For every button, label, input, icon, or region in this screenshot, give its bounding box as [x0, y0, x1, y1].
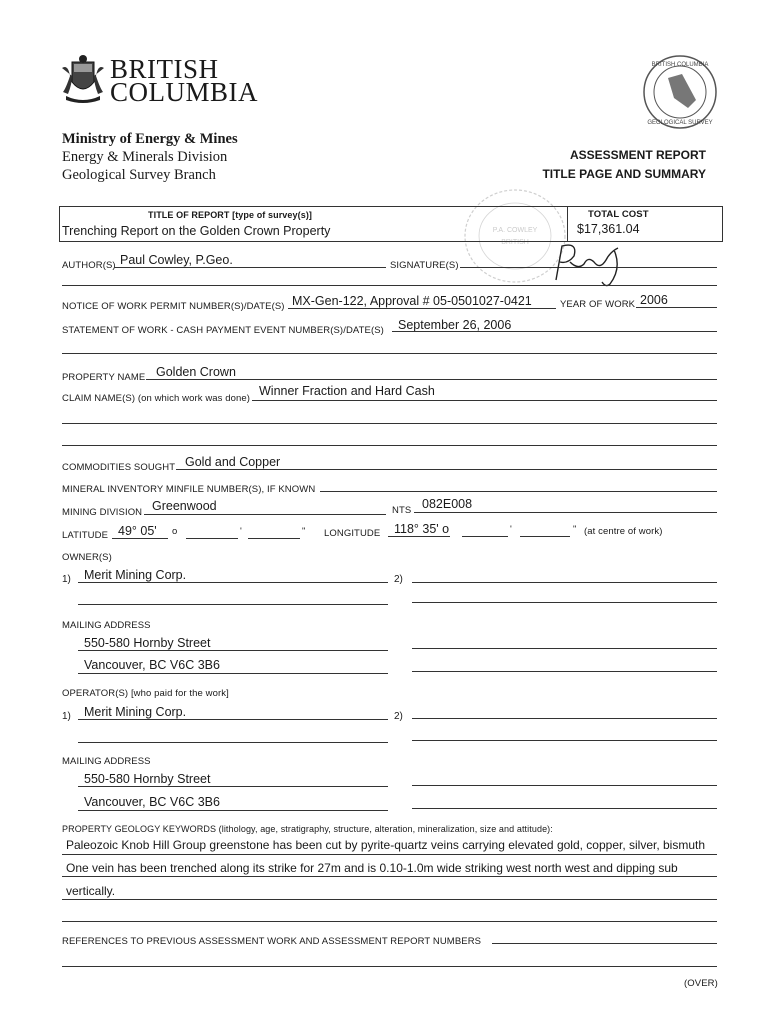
- longitude-min-mark: ': [510, 524, 512, 535]
- latitude-deg-underline: [112, 538, 168, 539]
- operators-address-underline-2: [78, 810, 388, 811]
- longitude-sec-mark: ": [573, 524, 577, 535]
- references-underline: [492, 943, 717, 944]
- nts-label: NTS: [392, 505, 412, 516]
- latitude-value[interactable]: 49° 05': [118, 524, 157, 538]
- branch-name: Geological Survey Branch: [62, 167, 216, 183]
- permit-label: NOTICE OF WORK PERMIT NUMBER(S)/DATE(S): [62, 301, 285, 312]
- owners-address-line-2[interactable]: Vancouver, BC V6C 3B6: [84, 658, 220, 672]
- operator-2-number: 2): [394, 711, 403, 722]
- statement-underline: [392, 331, 717, 332]
- owner-1-value[interactable]: Merit Mining Corp.: [84, 568, 187, 582]
- operators-address-underline-2-right: [412, 808, 717, 809]
- owners-address-underline-2-right: [412, 671, 717, 672]
- svg-text:P.A. COWLEY: P.A. COWLEY: [492, 227, 538, 234]
- claims-extra-line-1: [62, 423, 717, 424]
- longitude-label: LONGITUDE: [324, 528, 381, 539]
- nts-value[interactable]: 082E008: [422, 497, 473, 511]
- year-underline: [636, 307, 717, 308]
- operators-address-line-1[interactable]: 550-580 Hornby Street: [84, 772, 211, 786]
- owners-address-underline-1: [78, 650, 388, 651]
- year-value[interactable]: 2006: [640, 293, 668, 307]
- svg-text:GEOLOGICAL SURVEY: GEOLOGICAL SURVEY: [647, 120, 713, 126]
- ministry-name: Ministry of Energy & Mines: [62, 131, 238, 147]
- latitude-min-mark: ': [240, 526, 242, 537]
- operator-2-extra-line: [412, 740, 717, 741]
- signature-label: SIGNATURE(S): [390, 260, 459, 271]
- owner-2-underline: [412, 582, 717, 583]
- longitude-min-underline: [462, 536, 508, 537]
- author-underline: [114, 267, 386, 268]
- bc-coat-of-arms-icon: [60, 54, 106, 104]
- report-heading: [542, 146, 706, 184]
- cost-value[interactable]: $17,361.04: [577, 222, 640, 236]
- geology-label: PROPERTY GEOLOGY KEYWORDS (lithology, age, stratigraphy, structure, alteration, mineralization, size and attitude):: [62, 824, 553, 834]
- references-label: REFERENCES TO PREVIOUS ASSESSMENT WORK AND ASSESSMENT REPORT NUMBERS: [62, 936, 482, 947]
- latitude-deg-mark: o: [172, 526, 178, 537]
- operators-address-label: MAILING ADDRESS: [62, 756, 151, 767]
- signature-drawing: [548, 240, 628, 290]
- permit-value[interactable]: MX-Gen-122, Approval # 05-0501027-0421: [292, 294, 532, 308]
- property-value[interactable]: Golden Crown: [156, 365, 236, 379]
- owner-1-extra-line: [78, 604, 388, 605]
- property-underline: [146, 379, 717, 380]
- owners-label: OWNER(S): [62, 552, 112, 563]
- minfile-underline: [320, 491, 717, 492]
- longitude-deg-underline: [388, 536, 450, 537]
- report-type-line-2: TITLE PAGE AND SUMMARY: [542, 167, 706, 181]
- owners-address-label: MAILING ADDRESS: [62, 620, 151, 631]
- operators-address-underline-1: [78, 786, 388, 787]
- latitude-sec-underline: [248, 538, 300, 539]
- year-label: YEAR OF WORK: [560, 299, 636, 310]
- claims-label: CLAIM NAME(S) (on which work was done): [62, 393, 251, 404]
- operators-label: OPERATOR(S) [who paid for the work]: [62, 688, 229, 699]
- geology-underline-2: [62, 876, 717, 877]
- operator-2-underline: [412, 718, 717, 719]
- geology-underline-3: [62, 899, 717, 900]
- geology-line-3[interactable]: vertically.: [66, 884, 116, 898]
- claims-underline: [252, 400, 717, 401]
- mining-division-value[interactable]: Greenwood: [152, 499, 217, 513]
- operators-address-line-2[interactable]: Vancouver, BC V6C 3B6: [84, 795, 220, 809]
- owner-2-number: 2): [394, 574, 403, 585]
- report-type-line-1: ASSESSMENT REPORT: [569, 148, 706, 162]
- owner-2-extra-line: [412, 602, 717, 603]
- geology-line-2[interactable]: One vein has been trenched along its strike for 27m and is 0.10-1.0m wide striking west north west and dipping sub: [66, 861, 678, 875]
- over-label: (OVER): [684, 978, 718, 989]
- property-label: PROPERTY NAME: [62, 372, 146, 383]
- author-value[interactable]: Paul Cowley, P.Geo.: [120, 253, 233, 267]
- statement-label: STATEMENT OF WORK - CASH PAYMENT EVENT NUMBER(S)/DATE(S): [62, 325, 384, 336]
- svg-text:BRITISH COLUMBIA: BRITISH COLUMBIA: [651, 62, 709, 68]
- minfile-label: MINERAL INVENTORY MINFILE NUMBER(S), IF KNOWN: [62, 484, 316, 495]
- operators-address-underline-1-right: [412, 785, 717, 786]
- owner-1-number: 1): [62, 574, 71, 585]
- title-value[interactable]: Trenching Report on the Golden Crown Property: [62, 224, 331, 238]
- bc-logo-text: [110, 54, 259, 107]
- owners-address-underline-1-right: [412, 648, 717, 649]
- owner-1-underline: [78, 582, 388, 583]
- cost-label: TOTAL COST: [588, 209, 649, 220]
- commodities-underline: [176, 469, 717, 470]
- author-extra-line: [62, 285, 717, 286]
- claims-extra-line-2: [62, 445, 717, 446]
- mining-division-underline: [144, 514, 386, 515]
- nts-underline: [414, 512, 717, 513]
- claims-value[interactable]: Winner Fraction and Hard Cash: [259, 384, 435, 398]
- operator-1-underline: [78, 719, 388, 720]
- title-box-divider: [567, 206, 568, 241]
- logo-line-1: BRITISH: [110, 54, 219, 84]
- latitude-label: LATITUDE: [62, 530, 109, 541]
- geological-survey-seal: [642, 54, 718, 130]
- permit-underline: [288, 308, 556, 309]
- svg-text:BRITISH: BRITISH: [501, 239, 529, 246]
- mining-division-label: MINING DIVISION: [62, 507, 143, 518]
- author-label: AUTHOR(S): [62, 260, 116, 271]
- title-label: TITLE OF REPORT [type of survey(s)]: [148, 210, 313, 220]
- latitude-min-underline: [186, 538, 238, 539]
- operator-1-extra-line: [78, 742, 388, 743]
- statement-value[interactable]: September 26, 2006: [398, 318, 512, 332]
- owners-address-underline-2: [78, 673, 388, 674]
- operator-1-value[interactable]: Merit Mining Corp.: [84, 705, 187, 719]
- statement-extra-line: [62, 353, 717, 354]
- latitude-sec-mark: ": [302, 526, 306, 537]
- commodities-label: COMMODITIES SOUGHT: [62, 462, 176, 473]
- ministry-block: [62, 130, 238, 184]
- geology-underline-1: [62, 854, 717, 855]
- geology-underline-4: [62, 921, 717, 922]
- longitude-value[interactable]: 118° 35' o: [394, 522, 450, 536]
- logo-line-2: COLUMBIA: [110, 77, 259, 107]
- commodities-value[interactable]: Gold and Copper: [185, 455, 281, 469]
- division-name: Energy & Minerals Division: [62, 149, 228, 165]
- centre-note: (at centre of work): [584, 526, 663, 537]
- geology-line-1[interactable]: Paleozoic Knob Hill Group greenstone has been cut by pyrite-quartz veins carrying elevated gold, copper, silver, bismuth: [66, 838, 706, 852]
- references-extra-line: [62, 966, 717, 967]
- operator-1-number: 1): [62, 711, 71, 722]
- owners-address-line-1[interactable]: 550-580 Hornby Street: [84, 636, 211, 650]
- longitude-sec-underline: [520, 536, 570, 537]
